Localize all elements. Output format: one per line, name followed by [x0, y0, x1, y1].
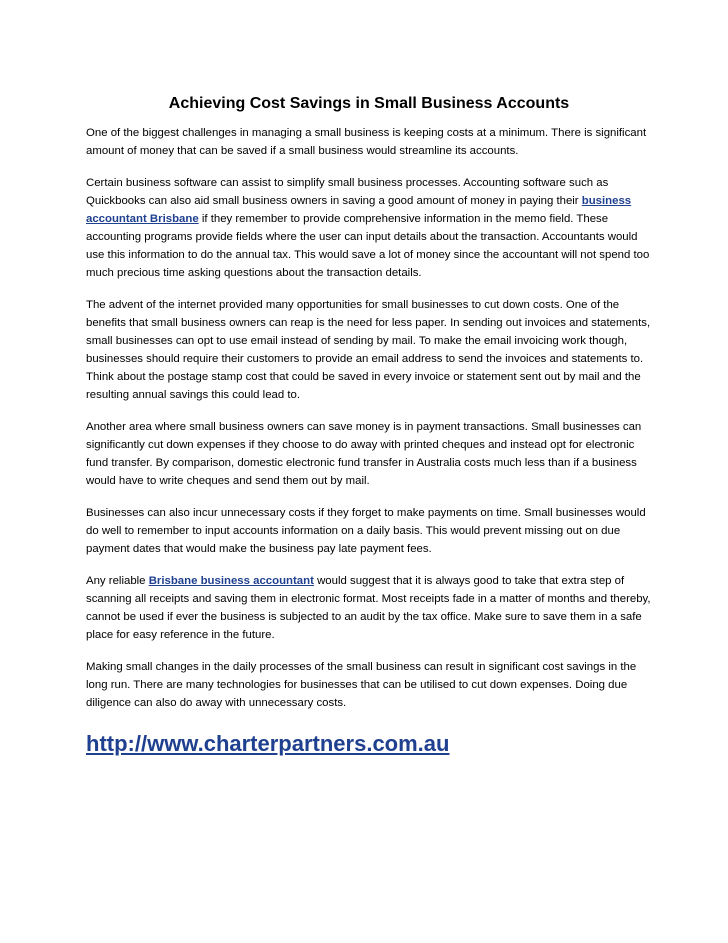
- paragraph-internet: [86, 296, 652, 404]
- paragraph-receipts-text-before: Any reliable: [86, 575, 149, 587]
- paragraph-late-fees-text: Businesses can also incur unnecessary costs if they forget to make payments on time. Small businesses would do well to remember to input accounts information on a daily basis. This would prevent missing out on due payment dates that would make the business pay late payment fees.: [86, 507, 646, 555]
- paragraph-late-fees: [86, 504, 652, 558]
- paragraph-software: [86, 174, 652, 282]
- brisbane-business-accountant-link[interactable]: Brisbane business accountant: [148, 575, 314, 587]
- paragraph-conclusion-text: Making small changes in the daily processes of the small business can result in significant cost savings in the long run. There are many technologies for businesses that can be utilised to cut down expenses. Doing due diligence can also do away with unnecessary costs.: [86, 661, 637, 709]
- paragraph-payments-text: Another area where small business owners can save money is in payment transactions. Small businesses can significantly cut down expenses if they choose to do away with printed cheques and instead opt for electronic fund transfer. By comparison, domestic electronic fund transfer in Australia costs much less than if a business would have to write cheques and send them out by mail.: [86, 421, 642, 487]
- paragraph-software-text-before: Certain business software can assist to simplify small business processes. Accounting software such as Quickbooks can also aid small business owners in saving a good amount of money in paying their: [86, 177, 609, 207]
- page-title: Achieving Cost Savings in Small Business Accounts: [168, 95, 570, 112]
- paragraph-intro: [86, 124, 652, 160]
- business-accountant-brisbane-link[interactable]: business accountant Brisbane: [86, 195, 632, 225]
- paragraph-payments: [86, 418, 652, 490]
- paragraph-conclusion: [86, 658, 652, 712]
- paragraph-receipts-text-after: would suggest that it is always good to take that extra step of scanning all receipts and saving them in electronic format. Most receipts fade in a matter of months and thereby, cannot be used if ever the business is subjected to an audit by the tax office. Make sure to save them in a safe place for easy reference in the future.: [86, 575, 651, 641]
- charter-partners-url-link[interactable]: http://www.charterpartners.com.au: [86, 731, 450, 756]
- paragraph-software-text-after: if they remember to provide comprehensive information in the memo field. These accounting programs provide fields where the user can input details about the transaction. Accountants would use this information to do the annual tax. This would save a lot of money since the accountant will not spend too much precious time asking questions about the transaction details.: [86, 213, 650, 279]
- paragraph-receipts: [86, 572, 652, 644]
- paragraph-internet-text: The advent of the internet provided many opportunities for small businesses to cut down costs. One of the benefits that small business owners can reap is the need for less paper. In sending out invoices and statements, small businesses can opt to use email instead of sending by mail. To make the email invoicing work though, businesses should require their customers to provide an email address to send the invoices and statements to. Think about the postage stamp cost that could be saved in every invoice or statement sent out by mail and the resulting annual savings this could lead to.: [86, 299, 651, 401]
- paragraph-intro-text: One of the biggest challenges in managing a small business is keeping costs at a minimum. There is significant amount of money that can be saved if a small business would streamline its accounts.: [86, 127, 647, 157]
